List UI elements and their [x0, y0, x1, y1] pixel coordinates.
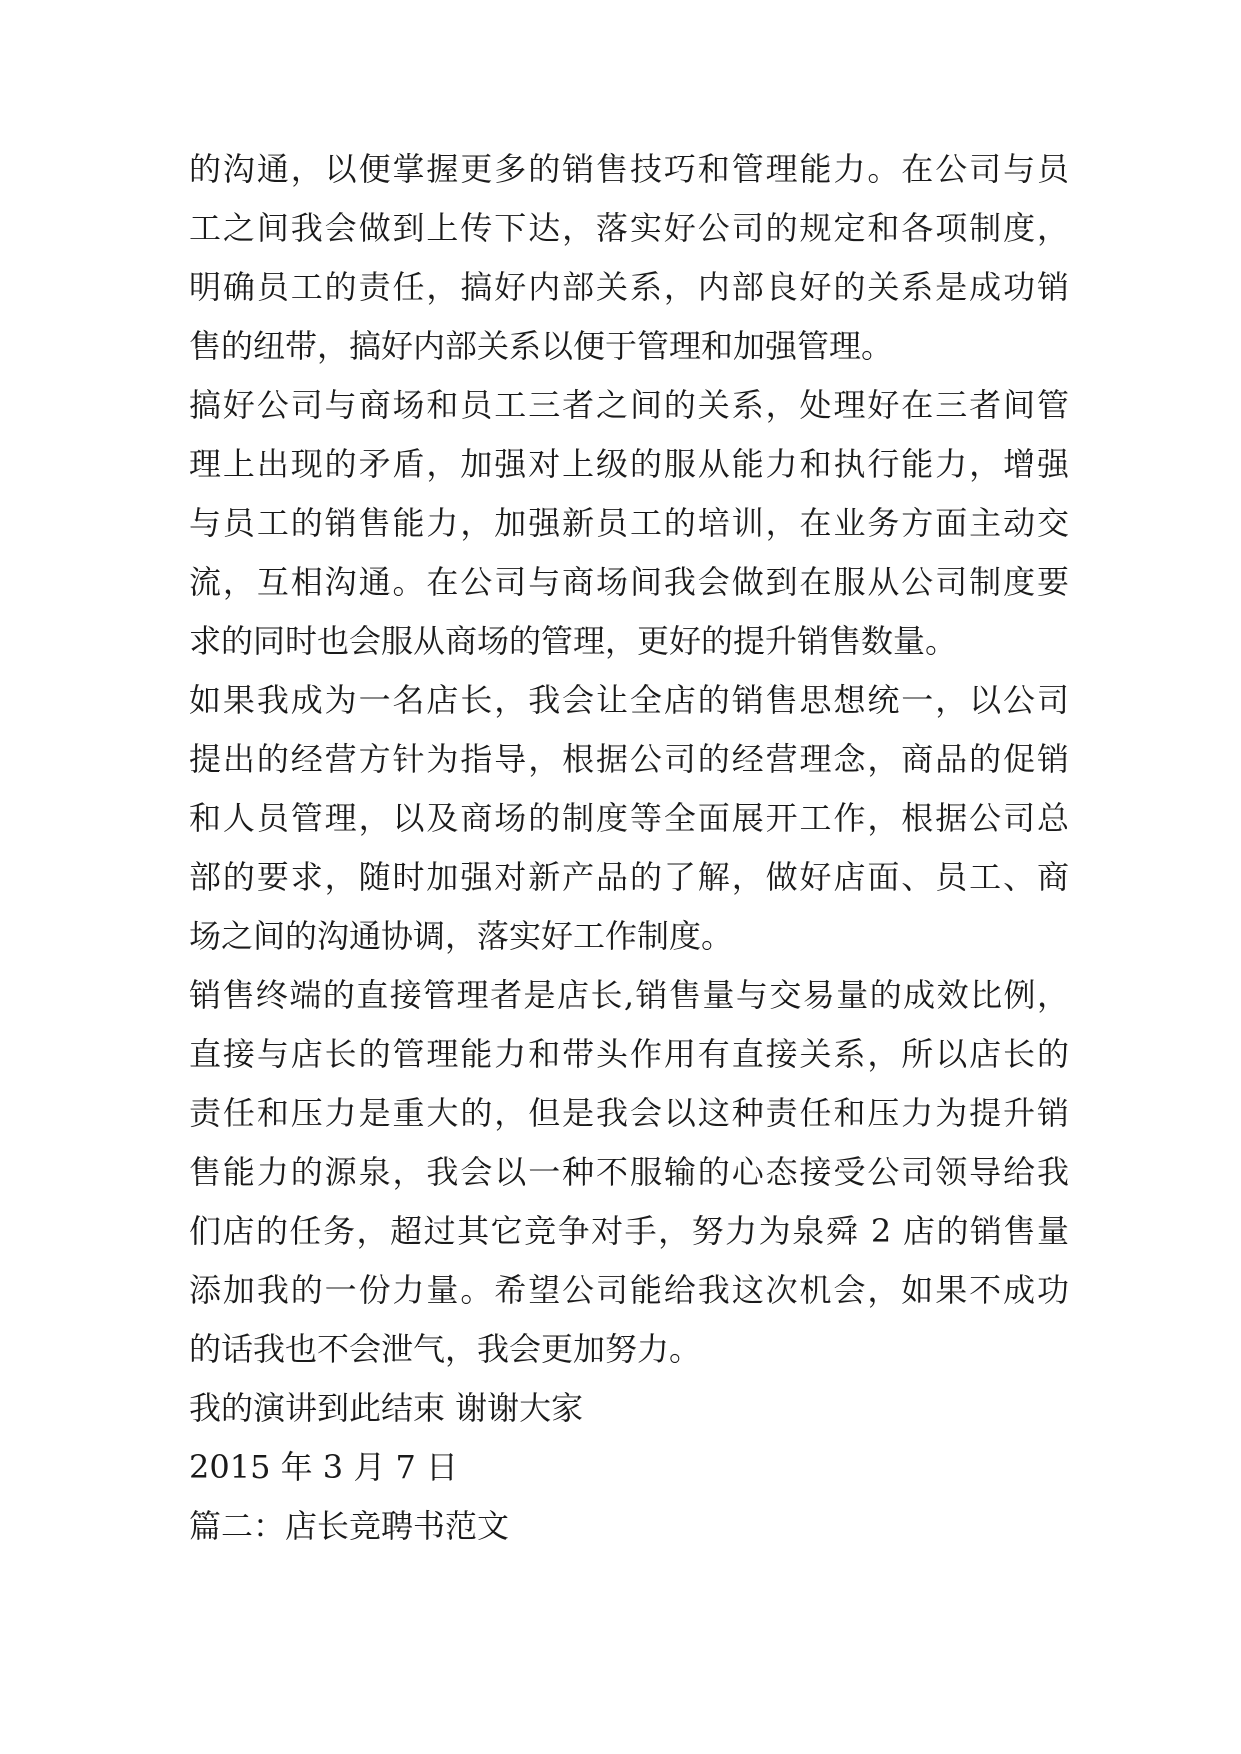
text-line: 明确员工的责任，搞好内部关系，内部良好的关系是成功销 [189, 268, 1069, 306]
text-line: 和人员管理，以及商场的制度等全面展开工作，根据公司总 [189, 799, 1069, 837]
text-line: 销售终端的直接管理者是店长,销售量与交易量的成效比例， [189, 976, 1069, 1014]
text-line: 直接与店长的管理能力和带头作用有直接关系，所以店长的 [189, 1035, 1069, 1073]
text-line: 求的同时也会服从商场的管理，更好的提升销售数量。 [189, 622, 958, 660]
section-heading: 篇二：店长竞聘书范文 [189, 1507, 510, 1545]
date-line: 2015 年 3 月 7 日 [189, 1448, 459, 1486]
text-line: 部的要求，随时加强对新产品的了解，做好店面、员工、商 [189, 858, 1069, 896]
text-line: 添加我的一份力量。希望公司能给我这次机会，如果不成功 [189, 1271, 1069, 1309]
text-line: 们店的任务，超过其它竞争对手，努力为泉舜 2 店的销售量 [189, 1212, 1069, 1250]
text-line: 与员工的销售能力，加强新员工的培训，在业务方面主动交 [189, 504, 1069, 542]
text-line: 流，互相沟通。在公司与商场间我会做到在服从公司制度要 [189, 563, 1069, 601]
text-line: 责任和压力是重大的，但是我会以这种责任和压力为提升销 [189, 1094, 1069, 1132]
text-line: 场之间的沟通协调，落实好工作制度。 [189, 917, 734, 955]
text-line: 如果我成为一名店长，我会让全店的销售思想统一，以公司 [189, 681, 1069, 719]
text-line: 售的纽带，搞好内部关系以便于管理和加强管理。 [189, 327, 894, 365]
text-line: 的话我也不会泄气，我会更加努力。 [189, 1330, 702, 1368]
text-line: 我的演讲到此结束 谢谢大家 [189, 1389, 584, 1427]
text-line: 搞好公司与商场和员工三者之间的关系，处理好在三者间管 [189, 386, 1069, 424]
text-line: 售能力的源泉，我会以一种不服输的心态接受公司领导给我 [189, 1153, 1069, 1191]
document-body [189, 140, 1069, 1556]
text-line: 的沟通，以便掌握更多的销售技巧和管理能力。在公司与员 [189, 150, 1069, 188]
text-line: 提出的经营方针为指导，根据公司的经营理念，商品的促销 [189, 740, 1069, 778]
text-line: 理上出现的矛盾，加强对上级的服从能力和执行能力，增强 [189, 445, 1069, 483]
text-line: 工之间我会做到上传下达，落实好公司的规定和各项制度， [189, 209, 1069, 247]
